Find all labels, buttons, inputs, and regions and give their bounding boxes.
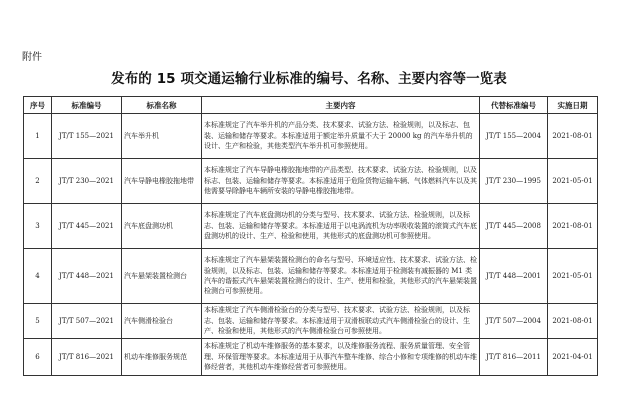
cell-date: 2021-05-01 (548, 159, 598, 204)
cell-code: JT/T 155—2021 (52, 114, 122, 159)
header-replaces: 代替标准编号 (480, 97, 548, 114)
header-seq: 序号 (24, 97, 52, 114)
standards-table (23, 96, 598, 376)
cell-name: 汽车导静电橡胶拖地带 (122, 159, 202, 204)
cell-date: 2021-05-01 (548, 249, 598, 304)
cell-seq: 4 (24, 249, 52, 304)
cell-code: JT/T 507—2021 (52, 304, 122, 339)
attachment-label: 附件 (22, 52, 42, 63)
cell-code: JT/T 448—2021 (52, 249, 122, 304)
cell-replaces: JT/T 816—2011 (480, 339, 548, 376)
cell-date: 2021-08-01 (548, 204, 598, 249)
cell-content: 本标准规定了汽车导静电橡胶拖地带的产品类型、技术要求、试验方法、检验规则，以及标志、包装、运输和储存等要求。本标准适用于危险货物运输车辆、气体燃料汽车以及其他需要导除静电车辆所安装的导静电橡胶拖地带。 (202, 159, 480, 204)
cell-date: 2021-04-01 (548, 339, 598, 376)
table-row (24, 204, 598, 249)
cell-content: 本标准规定了汽车举升机的产品分类、技术要求、试验方法、检验规则，以及标志、包装、运输和储存等要求。本标准适用于额定举升质量不大于 20000 kg 的汽车举升机的设计、生产和检验，其他类型汽车举升机可参照使用。 (202, 114, 480, 159)
cell-code: JT/T 445—2021 (52, 204, 122, 249)
table-row (24, 249, 598, 304)
cell-name: 机动车维修服务规范 (122, 339, 202, 376)
header-code: 标准编号 (52, 97, 122, 114)
table-row (24, 114, 598, 159)
document-title: 发布的 15 项交通运输行业标准的编号、名称、主要内容等一览表 (111, 71, 507, 87)
cell-seq: 5 (24, 304, 52, 339)
header-name: 标准名称 (122, 97, 202, 114)
cell-name: 汽车底盘测功机 (122, 204, 202, 249)
cell-content: 本标准规定了汽车底盘测功机的分类与型号、技术要求、试验方法、检验规则，以及标志、包装、运输和储存等要求。本标准适用于以电涡流机为功率吸收装置的滚筒式汽车底盘测功机的设计、生产、检验和使用，其他形式的底盘测功机可参照使用。 (202, 204, 480, 249)
header-date: 实施日期 (548, 97, 598, 114)
cell-name: 汽车举升机 (122, 114, 202, 159)
cell-name: 汽车悬架装置检测台 (122, 249, 202, 304)
table-row (24, 159, 598, 204)
header-content: 主要内容 (202, 97, 480, 114)
cell-content: 本标准规定了汽车侧滑检验台的分类与型号、技术要求、试验方法、检验规则，以及标志、包装、运输和储存等要求。本标准适用于双滑板联动式汽车侧滑检验台的设计、生产、检验和使用，其他形式的汽车侧滑检验台可参照使用。 (202, 304, 480, 339)
cell-date: 2021-08-01 (548, 304, 598, 339)
cell-replaces: JT/T 230—1995 (480, 159, 548, 204)
cell-seq: 2 (24, 159, 52, 204)
cell-replaces: JT/T 155—2004 (480, 114, 548, 159)
cell-code: JT/T 816—2021 (52, 339, 122, 376)
table-header-row (24, 97, 598, 114)
cell-replaces: JT/T 448—2001 (480, 249, 548, 304)
cell-replaces: JT/T 507—2004 (480, 304, 548, 339)
table-row (24, 339, 598, 376)
cell-code: JT/T 230—2021 (52, 159, 122, 204)
cell-content: 本标准规定了机动车维修服务的基本要求，以及维修服务流程、服务质量管理、安全管理、环保管理等要求。本标准适用于从事汽车整车维修、综合小修和专项维修的机动车维修经营者，其他机动车维修经营者可参照使用。 (202, 339, 480, 376)
cell-replaces: JT/T 445—2008 (480, 204, 548, 249)
cell-seq: 1 (24, 114, 52, 159)
table-row (24, 304, 598, 339)
cell-seq: 3 (24, 204, 52, 249)
cell-seq: 6 (24, 339, 52, 376)
cell-content: 本标准规定了汽车悬架装置检测台的命名与型号、环境适应性、技术要求、试验方法、检验规则，以及标志、包装、运输和储存等要求。本标准适用于检测装有减振器的 M1 类汽车的谐振式汽车悬架装置检测台的设计、生产、使用和检验，其他形式的汽车悬架装置检测台可参照使用。 (202, 249, 480, 304)
cell-name: 汽车侧滑检验台 (122, 304, 202, 339)
cell-date: 2021-08-01 (548, 114, 598, 159)
